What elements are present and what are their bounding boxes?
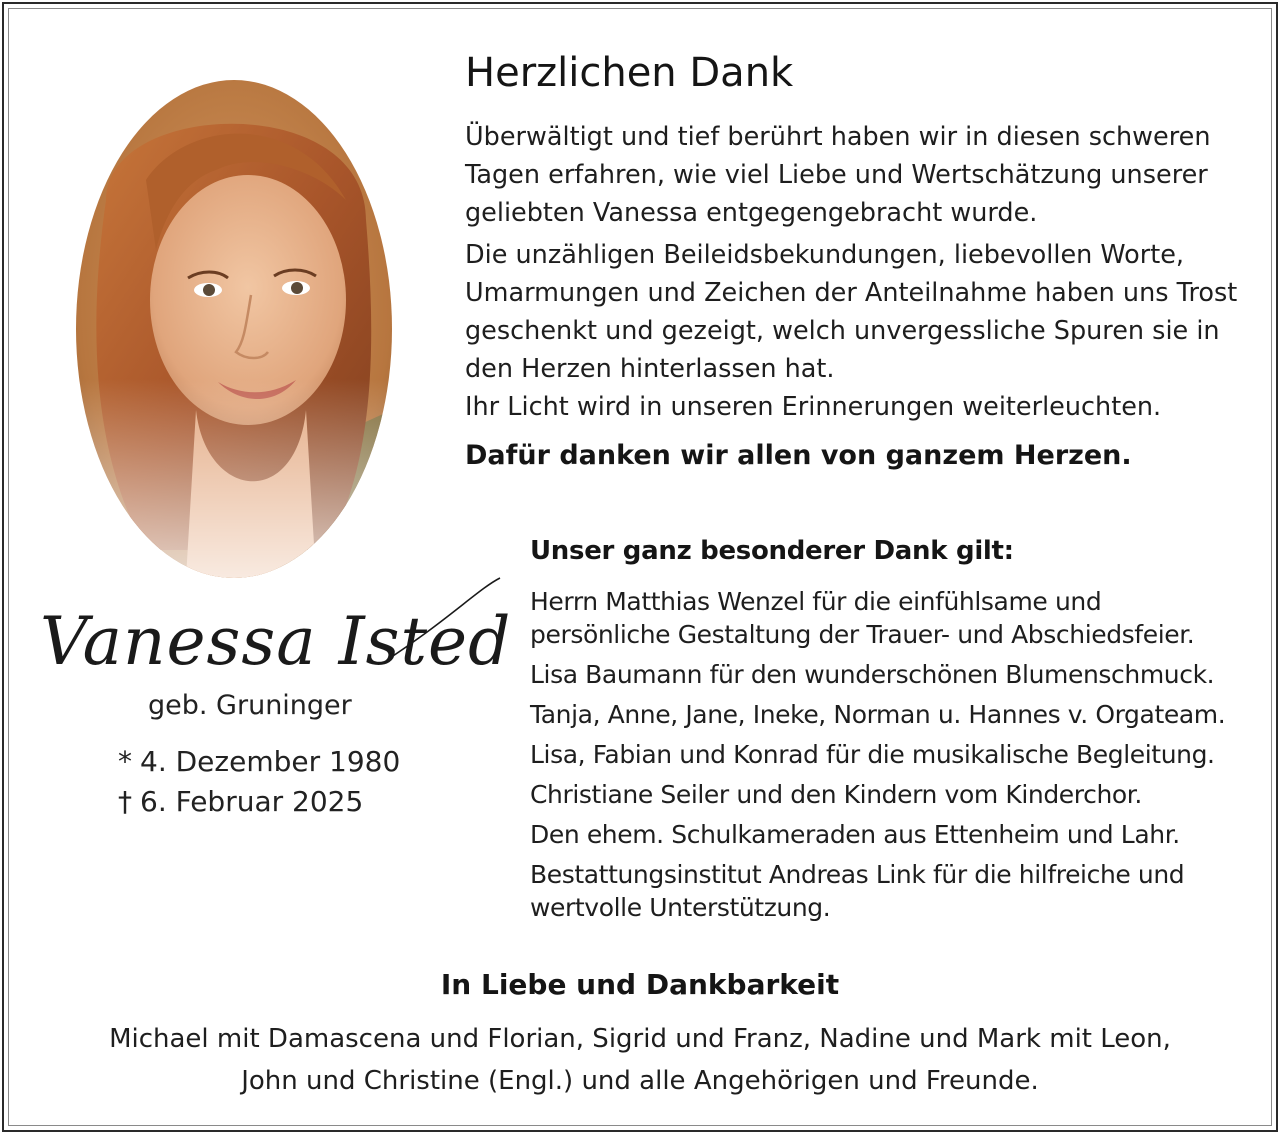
intro-paragraph: Ihr Licht wird in unseren Erinnerungen weiterleuchten.	[465, 392, 1162, 422]
death-date-row	[110, 782, 400, 822]
name-signature	[30, 578, 510, 688]
list-item-line: Lisa, Fabian und Konrad für die musikalische Begleitung.	[530, 740, 1215, 769]
list-item-line: wertvolle Unterstützung.	[530, 893, 831, 922]
deceased-name	[30, 578, 510, 688]
maiden-name: geb. Gruninger	[148, 690, 352, 721]
list-item-line: Lisa Baumann für den wunderschönen Blumenschmuck.	[530, 660, 1215, 689]
intro-closing: Dafür danken wir allen von ganzem Herzen.	[465, 440, 1132, 471]
list-item	[530, 818, 1260, 851]
list-item-line: Herrn Matthias Wenzel für die einfühlsame und	[530, 587, 1102, 616]
special-thanks-title: Unser ganz besonderer Dank gilt:	[530, 536, 1014, 566]
list-item-line: Christiane Seiler und den Kindern vom Kinderchor.	[530, 780, 1142, 809]
name-text: Vanessa Isted	[40, 603, 512, 680]
list-item-line: Tanja, Anne, Jane, Ineke, Norman u. Hannes v. Orgateam.	[530, 700, 1226, 729]
list-item	[530, 858, 1260, 924]
birth-date-row	[110, 742, 400, 782]
closing-line: Michael mit Damascena und Florian, Sigrid und Franz, Nadine und Mark mit Leon,	[109, 1024, 1171, 1054]
intro-text	[465, 118, 1265, 426]
closing-line: John und Christine (Engl.) und alle Angehörigen und Freunde.	[241, 1066, 1039, 1096]
closing-names	[40, 1018, 1240, 1102]
life-dates	[110, 742, 400, 822]
list-item	[530, 698, 1260, 731]
intro-paragraph: Überwältigt und tief berührt haben wir in diesen schweren Tagen erfahren, wie viel Liebe und Wertschätzung unserer geliebten Vanessa entgegengebracht wurde.	[465, 122, 1211, 228]
star-icon: *	[118, 745, 132, 778]
cross-icon: †	[118, 785, 132, 818]
list-item	[530, 738, 1260, 771]
special-thanks-list	[530, 585, 1260, 931]
portrait-photo	[76, 80, 392, 578]
list-item-line: Den ehem. Schulkameraden aus Ettenheim und Lahr.	[530, 820, 1180, 849]
list-item	[530, 658, 1260, 691]
list-item	[530, 778, 1260, 811]
portrait-icon	[76, 80, 392, 578]
list-item-line: persönliche Gestaltung der Trauer- und Abschiedsfeier.	[530, 620, 1195, 649]
page-title: Herzlichen Dank	[465, 50, 794, 96]
list-item	[530, 585, 1260, 651]
intro-paragraph: Die unzähligen Beileidsbekundungen, liebevollen Worte, Umarmungen und Zeichen der Anteilnahme haben uns Trost geschenkt und gezeigt, welch unvergessliche Spuren sie in den Herzen hinterlassen hat.	[465, 240, 1238, 384]
death-date: 6. Februar 2025	[140, 785, 364, 818]
closing-title: In Liebe und Dankbarkeit	[440, 968, 840, 1001]
list-item-line: Bestattungsinstitut Andreas Link für die hilfreiche und	[530, 860, 1185, 889]
birth-date: 4. Dezember 1980	[140, 745, 401, 778]
